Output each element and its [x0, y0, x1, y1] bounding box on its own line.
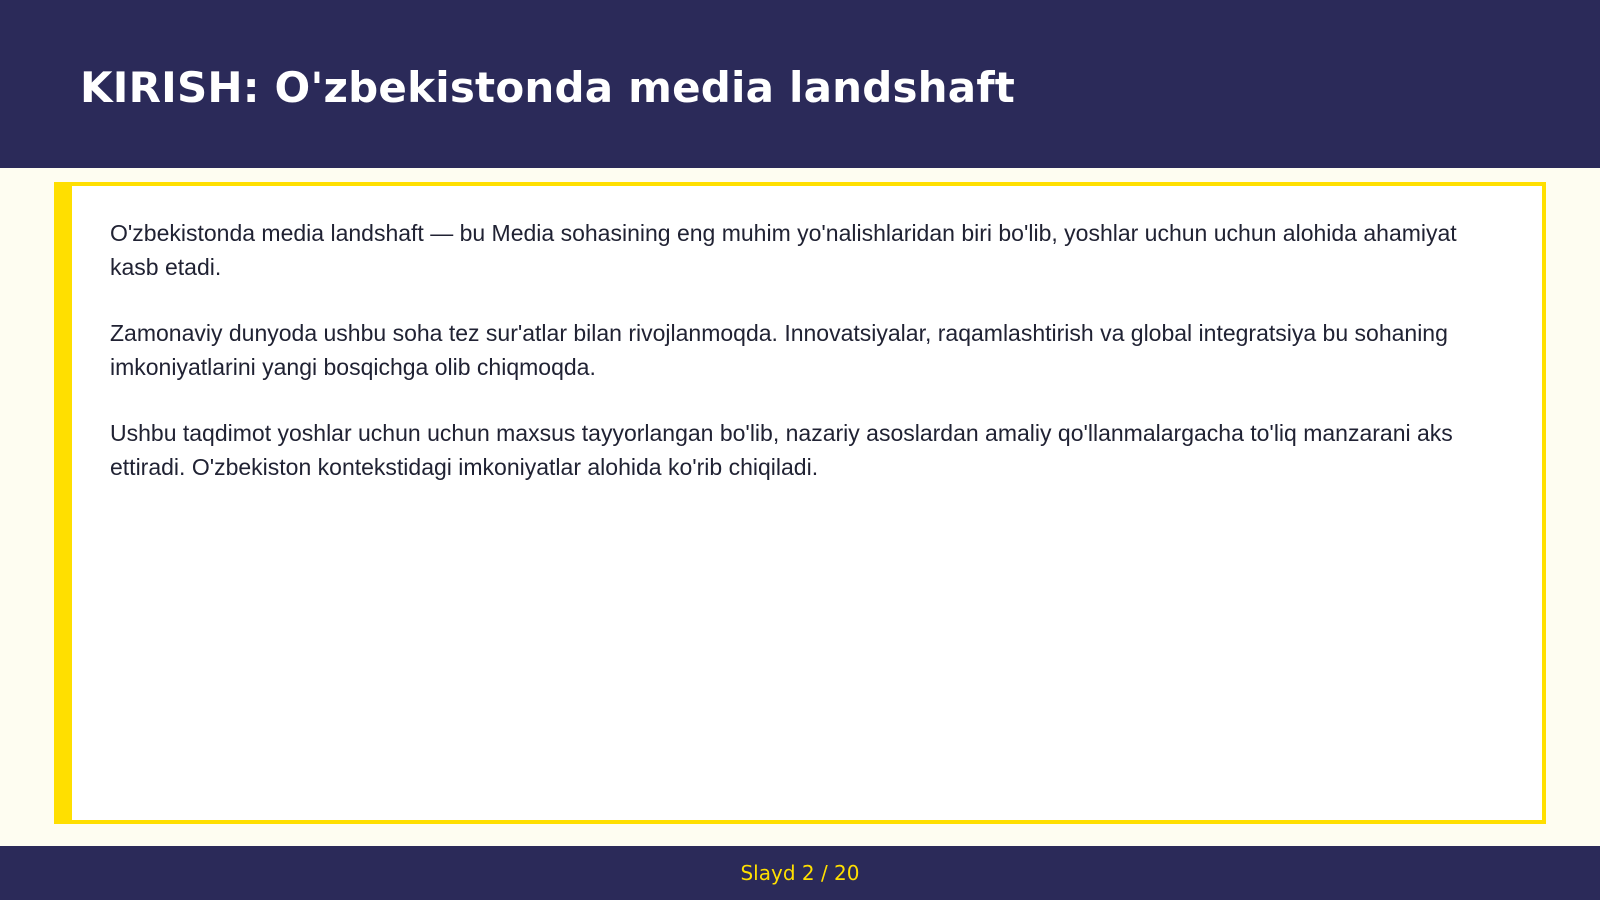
content-card [54, 182, 1546, 824]
slide-footer [0, 846, 1600, 900]
slide-title: KIRISH: O'zbekistonda media landshaft [80, 63, 1016, 112]
development-paragraph: Zamonaviy dunyoda ushbu soha tez sur'atlar bilan rivojlanmoqda. Innovatsiyalar, raqamlashtirish va global integratsiya bu sohaning imkoniyatlarini yangi bosqichga olib chiqmoqda. [110, 320, 1448, 380]
intro-paragraph: O'zbekistonda media landshaft — bu Media sohasining eng muhim yo'nalishlaridan biri bo'lib, yoshlar uchun uchun alohida ahamiyat kasb etadi. [110, 220, 1457, 280]
presentation-summary-paragraph: Ushbu taqdimot yoshlar uchun uchun maxsus tayyorlangan bo'lib, nazariy asoslardan amaliy qo'llanmalargacha to'liq manzarani aks ettiradi. O'zbekiston kontekstidagi imkoniyatlar alohida ko'rib chiqiladi. [110, 420, 1453, 480]
slide-header [0, 0, 1600, 168]
slide-number: Slayd 2 / 20 [740, 861, 860, 885]
